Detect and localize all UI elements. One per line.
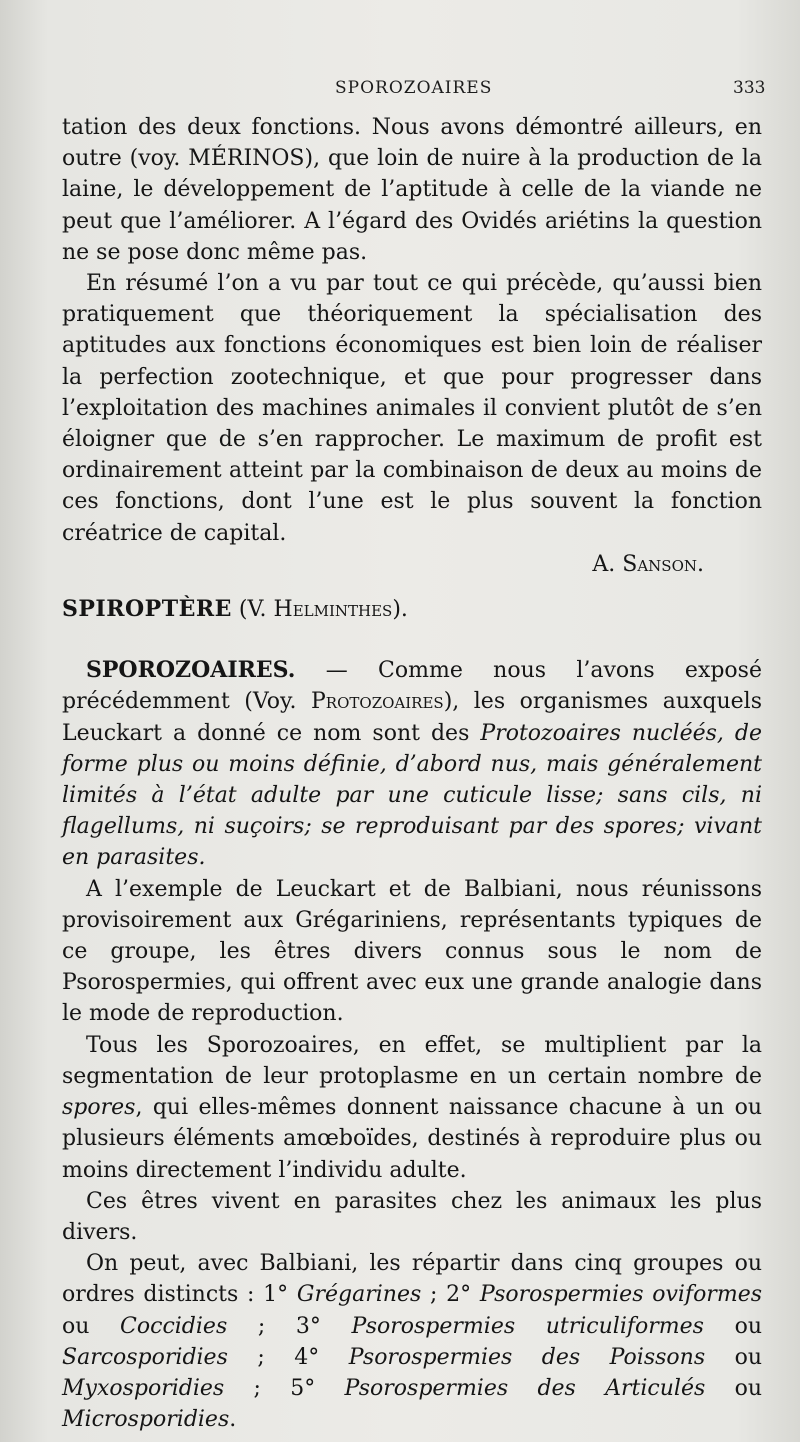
crossref-protozoaires: Protozoaires — [311, 689, 444, 715]
entry-headword-spiroptere: SPIROPTÈRE — [62, 596, 232, 623]
term-gregarines: Grégarines — [296, 1282, 422, 1308]
term-microsporidies: Microsporidies — [62, 1407, 230, 1433]
paragraph-tous — [62, 1030, 762, 1186]
paragraph-exemple: A l’exemple de Leuckart et de Balbiani, nous réunissons provisoirement aux Grégariniens, représentants typiques de ce groupe, les êtres divers connus sous le nom de Psorospermies, qui offrent avec eux une grande analogie dans le mode de reproduction. — [62, 876, 762, 1027]
text-span: ; 3° — [227, 1313, 352, 1339]
paragraph-resume: En résumé l’on a vu par tout ce qui précède, qu’aussi bien pratiquement que théoriquement la spécialisation des aptitudes aux fonctions économiques est bien loin de réaliser la perfection zootechnique, et que pour progresser dans l’exploitation des machines animales il convient plutôt de s’en éloigner que de s’en rapprocher. Le maximum de profit est ordinairement atteint par la combinaison de deux au moins de ces fonctions, dont l’une est le plus souvent la fonction créatrice de capital. — [62, 271, 762, 546]
text-span: . — [229, 1407, 237, 1433]
text-span: ; 2° — [421, 1282, 480, 1308]
text-span: On peut, avec Balbiani, les répartir dans cinq groupes ou ordres distincts : 1° — [62, 1251, 762, 1308]
text-span: ou — [705, 1344, 763, 1370]
entry-headword-sporozoaires: SPOROZOAIRES. — [86, 657, 296, 684]
author-signature: A. Sanson. — [592, 551, 704, 577]
paragraph-ces: Ces êtres vivent en parasites chez les animaux les plus divers. — [62, 1188, 762, 1245]
text-span: , qui elles-mêmes donnent naissance chacune à un ou plusieurs éléments amœboïdes, destinés à reproduire plus ou moins directement l’individu adulte. — [62, 1095, 762, 1183]
text-span: ou — [703, 1313, 762, 1339]
paragraph-groupes — [62, 1248, 762, 1435]
term-psorospermies-poissons: Psorospermies des Poissons — [348, 1344, 706, 1370]
text-span: ; 5° — [224, 1375, 345, 1401]
term-spores: spores — [62, 1095, 136, 1121]
entry-crossref-helminthes: (V. Helminthes). — [231, 597, 408, 623]
text-span: Tous les Sporozoaires, en effet, se multiplient par la segmentation de leur protoplasme en un certain nombre de — [62, 1032, 762, 1089]
running-head-title: SPOROZOAIRES — [335, 78, 493, 98]
entry-intro-text-2: ), les organismes auxquels Leuckart a donné ce nom sont des — [62, 689, 763, 746]
text-span: ou — [705, 1375, 762, 1401]
entry-spiroptere — [62, 594, 762, 625]
text-span: ou — [62, 1313, 121, 1339]
page-number: 333 — [733, 78, 766, 98]
term-psorospermies-articules: Psorospermies des Articulés — [344, 1375, 706, 1401]
body-text — [62, 112, 762, 1435]
text-span: ; 4° — [227, 1344, 349, 1370]
paragraph-continuation: tation des deux fonctions. Nous avons démontré ailleurs, en outre (voy. MÉRINOS), que loin de nuire à la production de la laine, le développement de l’aptitude à celle de la viande ne peut que l’améliorer. A l’égard des Ovidés ariétins la question ne se pose donc même pas. — [62, 115, 762, 265]
term-psorospermies-oviformes: Psorospermies oviformes — [479, 1282, 762, 1308]
entry-sporozoaires — [62, 655, 762, 873]
entry-intro-text: — Comme nous l’avons exposé précédemment (Voy. — [62, 658, 762, 715]
term-sarcosporidies: Sarcosporidies — [62, 1344, 228, 1370]
running-head — [0, 78, 800, 102]
entry-definition: Protozoaires nucléés, de forme plus ou moins définie, d’abord nus, mais généralement limités à l’état adulte par une cuticule lisse; sans cils, ni flagellums, ni suçoirs; se reproduisant par des spores; vivant en parasites. — [62, 720, 763, 871]
term-myxosporidies: Myxosporidies — [62, 1375, 225, 1401]
term-coccidies: Coccidies — [120, 1313, 228, 1339]
term-psorospermies-utriculiformes: Psorospermies utriculiformes — [351, 1313, 704, 1339]
